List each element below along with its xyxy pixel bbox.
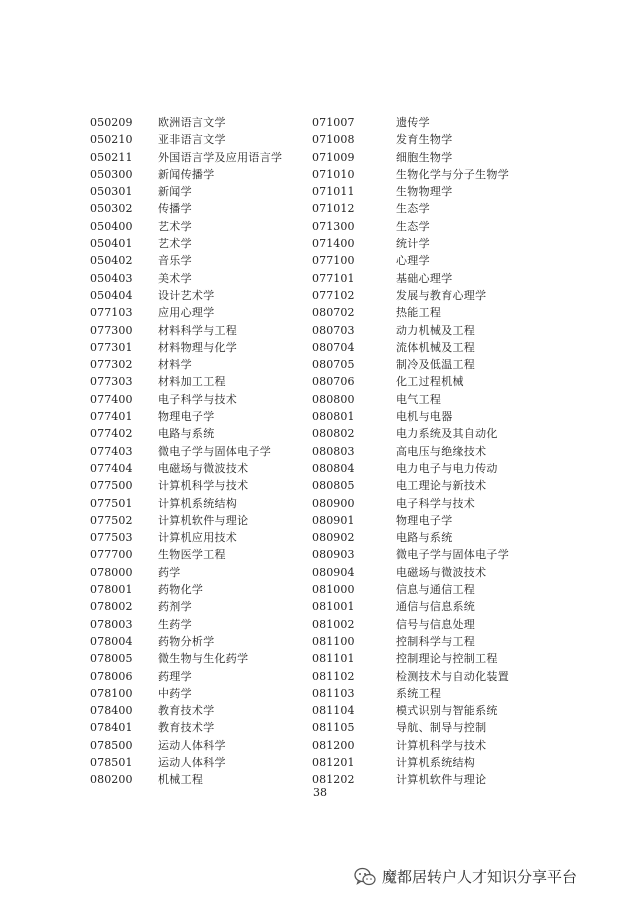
discipline-code: 081104 (312, 704, 355, 718)
table-row (90, 131, 282, 148)
discipline-code: 080900 (312, 496, 355, 510)
discipline-name: 系统工程 (396, 686, 442, 700)
table-row (312, 754, 509, 771)
table-row (312, 270, 509, 287)
table-row (90, 685, 282, 702)
discipline-code: 050400 (90, 219, 133, 233)
discipline-name: 动力机械及工程 (396, 323, 476, 337)
discipline-code: 080901 (312, 513, 355, 527)
discipline-code: 050404 (90, 288, 133, 302)
discipline-code: 077101 (312, 271, 355, 285)
discipline-code: 077500 (90, 479, 133, 493)
discipline-name: 电磁场与微波技术 (158, 461, 249, 475)
discipline-name: 材料加工工程 (158, 375, 226, 389)
discipline-name: 中药学 (158, 686, 192, 700)
discipline-code: 081101 (312, 652, 355, 666)
discipline-code: 077402 (90, 427, 133, 441)
discipline-name: 化工过程机械 (396, 375, 464, 389)
discipline-name: 心理学 (396, 254, 430, 268)
table-row (90, 581, 282, 598)
table-row (90, 616, 282, 633)
discipline-name: 运动人体科学 (158, 755, 226, 769)
discipline-code: 071007 (312, 116, 355, 129)
discipline-name: 计算机系统结构 (396, 755, 476, 769)
discipline-name: 微生物与生化药学 (158, 652, 249, 666)
wechat-icon (354, 867, 376, 887)
table-row (312, 339, 509, 356)
discipline-code: 077302 (90, 358, 133, 372)
table-row (90, 166, 282, 183)
discipline-name: 电子科学与技术 (158, 392, 238, 406)
discipline-name: 生物物理学 (396, 185, 453, 199)
table-row (90, 287, 282, 304)
discipline-name: 电子科学与技术 (396, 496, 476, 510)
discipline-name: 发展与教育心理学 (396, 288, 487, 302)
discipline-name: 信息与通信工程 (396, 583, 476, 597)
discipline-name: 制冷及低温工程 (396, 358, 476, 372)
discipline-code: 078004 (90, 634, 133, 648)
table-row (90, 529, 282, 546)
discipline-name: 外国语言学及应用语言学 (158, 150, 283, 164)
table-row (90, 391, 282, 408)
watermark-text: 魔都居转户人才知识分享平台 (382, 868, 578, 886)
discipline-code: 080800 (312, 392, 355, 406)
discipline-name: 导航、制导与控制 (396, 721, 487, 735)
table-row (90, 149, 282, 166)
table-row (312, 149, 509, 166)
table-row (90, 737, 282, 754)
discipline-code: 081102 (312, 669, 355, 683)
discipline-name: 微电子学与固体电子学 (158, 444, 271, 458)
discipline-name: 发育生物学 (396, 133, 453, 147)
discipline-code: 077401 (90, 410, 133, 424)
table-row (312, 685, 509, 702)
table-row (312, 495, 509, 512)
table-row (312, 616, 509, 633)
discipline-code: 071010 (312, 167, 355, 181)
discipline-name: 微电子学与固体电子学 (396, 548, 509, 562)
discipline-name: 材料物理与化学 (158, 340, 238, 354)
table-row (312, 252, 509, 269)
discipline-name: 计算机系统结构 (158, 496, 238, 510)
discipline-name: 药理学 (158, 669, 192, 683)
discipline-code: 071011 (312, 185, 355, 199)
discipline-code: 080804 (312, 461, 355, 475)
table-row (90, 564, 282, 581)
discipline-code: 050402 (90, 254, 133, 268)
discipline-code: 081100 (312, 634, 355, 648)
discipline-name: 通信与信息系统 (396, 600, 476, 614)
right-column (312, 114, 509, 789)
discipline-code: 081002 (312, 617, 355, 631)
discipline-code: 080200 (90, 773, 133, 787)
table-row (312, 408, 509, 425)
discipline-code: 081103 (312, 686, 355, 700)
table-row (312, 131, 509, 148)
table-row (312, 598, 509, 615)
table-row (90, 252, 282, 269)
table-row (90, 443, 282, 460)
table-row (90, 270, 282, 287)
discipline-code: 077300 (90, 323, 133, 337)
discipline-code: 078006 (90, 669, 133, 683)
discipline-name: 艺术学 (158, 219, 192, 233)
discipline-code: 077503 (90, 531, 133, 545)
discipline-name: 细胞生物学 (396, 150, 453, 164)
table-row (312, 166, 509, 183)
table-row (312, 322, 509, 339)
discipline-code: 071008 (312, 133, 355, 147)
discipline-code: 080903 (312, 548, 355, 562)
table-row (312, 529, 509, 546)
table-row (312, 668, 509, 685)
discipline-code: 081201 (312, 755, 355, 769)
discipline-code: 077103 (90, 306, 133, 320)
discipline-code: 081001 (312, 600, 355, 614)
table-row (90, 218, 282, 235)
table-row (90, 598, 282, 615)
discipline-code: 080803 (312, 444, 355, 458)
page-number: 38 (313, 786, 327, 799)
discipline-code: 050209 (90, 116, 133, 129)
discipline-code: 050302 (90, 202, 133, 216)
discipline-name: 运动人体科学 (158, 738, 226, 752)
discipline-name: 电机与电器 (396, 410, 453, 424)
table-row (312, 719, 509, 736)
discipline-name: 新闻学 (158, 185, 192, 199)
table-row (312, 235, 509, 252)
discipline-code: 078002 (90, 600, 133, 614)
table-row (312, 702, 509, 719)
table-row (312, 287, 509, 304)
discipline-code: 078001 (90, 583, 133, 597)
discipline-name: 电路与系统 (396, 531, 453, 545)
table-row (90, 702, 282, 719)
discipline-code: 077102 (312, 288, 355, 302)
discipline-name: 药物化学 (158, 583, 204, 597)
discipline-name: 信号与信息处理 (396, 617, 476, 631)
table-row (312, 650, 509, 667)
discipline-code: 080703 (312, 323, 355, 337)
discipline-name: 计算机软件与理论 (158, 513, 249, 527)
table-row (312, 183, 509, 200)
discipline-code: 081202 (312, 773, 355, 787)
discipline-code: 071300 (312, 219, 355, 233)
discipline-name: 教育技术学 (158, 704, 215, 718)
discipline-code: 080702 (312, 306, 355, 320)
discipline-code: 077502 (90, 513, 133, 527)
discipline-code: 080902 (312, 531, 355, 545)
table-row (90, 495, 282, 512)
table-row (90, 322, 282, 339)
table-row (312, 304, 509, 321)
table-row (312, 737, 509, 754)
discipline-code: 077403 (90, 444, 133, 458)
discipline-code: 077303 (90, 375, 133, 389)
discipline-code: 078100 (90, 686, 133, 700)
discipline-name: 教育技术学 (158, 721, 215, 735)
discipline-code: 050301 (90, 185, 133, 199)
table-row (312, 391, 509, 408)
discipline-name: 音乐学 (158, 254, 192, 268)
discipline-code: 081200 (312, 738, 355, 752)
discipline-code: 078400 (90, 704, 133, 718)
discipline-name: 电气工程 (396, 392, 442, 406)
discipline-code: 050300 (90, 167, 133, 181)
table-row (90, 304, 282, 321)
discipline-name: 应用心理学 (158, 306, 215, 320)
table-row (90, 200, 282, 217)
discipline-name: 计算机科学与技术 (396, 738, 487, 752)
discipline-code: 050403 (90, 271, 133, 285)
discipline-name: 新闻传播学 (158, 167, 215, 181)
discipline-name: 流体机械及工程 (396, 340, 476, 354)
discipline-name: 基础心理学 (396, 271, 453, 285)
discipline-name: 高电压与绝缘技术 (396, 444, 487, 458)
discipline-name: 计算机软件与理论 (396, 773, 487, 787)
table-row (312, 425, 509, 442)
discipline-code: 071012 (312, 202, 355, 216)
discipline-code: 078003 (90, 617, 133, 631)
table-row (90, 425, 282, 442)
table-row (90, 114, 282, 131)
table-row (90, 546, 282, 563)
left-column (90, 114, 282, 789)
discipline-code: 077301 (90, 340, 133, 354)
table-row (90, 754, 282, 771)
table-row (312, 477, 509, 494)
discipline-code: 077400 (90, 392, 133, 406)
discipline-code: 080705 (312, 358, 355, 372)
discipline-name: 生态学 (396, 202, 430, 216)
table-row (312, 564, 509, 581)
table-row (90, 512, 282, 529)
discipline-name: 艺术学 (158, 237, 192, 251)
discipline-code: 081105 (312, 721, 355, 735)
table-row (90, 633, 282, 650)
discipline-code: 078005 (90, 652, 133, 666)
discipline-name: 生物化学与分子生物学 (396, 167, 509, 181)
discipline-name: 机械工程 (158, 773, 204, 787)
discipline-code: 080801 (312, 410, 355, 424)
discipline-name: 电工理论与新技术 (396, 479, 487, 493)
discipline-name: 遗传学 (396, 116, 430, 129)
table-row (312, 200, 509, 217)
table-row (312, 114, 509, 131)
table-row (312, 633, 509, 650)
discipline-code: 050211 (90, 150, 133, 164)
discipline-code: 080706 (312, 375, 355, 389)
discipline-name: 材料科学与工程 (158, 323, 238, 337)
discipline-name: 检测技术与自动化装置 (396, 669, 509, 683)
discipline-name: 亚非语言文学 (158, 133, 226, 147)
discipline-code: 080805 (312, 479, 355, 493)
discipline-code: 077501 (90, 496, 133, 510)
discipline-code: 078500 (90, 738, 133, 752)
discipline-name: 计算机科学与技术 (158, 479, 249, 493)
table-row (90, 183, 282, 200)
table-row (312, 373, 509, 390)
table-row (312, 460, 509, 477)
discipline-code: 078000 (90, 565, 133, 579)
discipline-name: 控制科学与工程 (396, 634, 476, 648)
table-row (312, 356, 509, 373)
table-row (90, 719, 282, 736)
discipline-name: 热能工程 (396, 306, 442, 320)
table-row (312, 218, 509, 235)
discipline-code: 078501 (90, 755, 133, 769)
table-row (90, 408, 282, 425)
discipline-name: 物理电子学 (396, 513, 453, 527)
table-row (312, 546, 509, 563)
discipline-code: 078401 (90, 721, 133, 735)
discipline-code: 071400 (312, 237, 355, 251)
table-row (312, 512, 509, 529)
discipline-name: 设计艺术学 (158, 288, 215, 302)
discipline-name: 药学 (158, 565, 181, 579)
discipline-name: 物理电子学 (158, 410, 215, 424)
discipline-name: 材料学 (158, 358, 192, 372)
discipline-name: 美术学 (158, 271, 192, 285)
discipline-code: 077100 (312, 254, 355, 268)
table-row (90, 339, 282, 356)
watermark (354, 866, 577, 887)
discipline-code: 077700 (90, 548, 133, 562)
table-row (312, 581, 509, 598)
discipline-code: 080904 (312, 565, 355, 579)
discipline-code: 050210 (90, 133, 133, 147)
table-row (90, 650, 282, 667)
table-row (90, 460, 282, 477)
discipline-name: 药剂学 (158, 600, 192, 614)
discipline-name: 计算机应用技术 (158, 531, 238, 545)
table-row (90, 477, 282, 494)
discipline-code: 080704 (312, 340, 355, 354)
discipline-code: 080802 (312, 427, 355, 441)
discipline-code: 071009 (312, 150, 355, 164)
discipline-name: 电磁场与微波技术 (396, 565, 487, 579)
table-row (90, 356, 282, 373)
discipline-name: 欧洲语言文学 (158, 116, 226, 129)
discipline-code: 081000 (312, 583, 355, 597)
discipline-name: 生态学 (396, 219, 430, 233)
discipline-name: 生物医学工程 (158, 548, 226, 562)
table-row (90, 373, 282, 390)
table-row (312, 443, 509, 460)
discipline-name: 电力系统及其自动化 (396, 427, 498, 441)
table-row (90, 235, 282, 252)
discipline-name: 电路与系统 (158, 427, 215, 441)
discipline-name: 生药学 (158, 617, 192, 631)
discipline-code: 050401 (90, 237, 133, 251)
discipline-name: 传播学 (158, 202, 192, 216)
table-row (90, 668, 282, 685)
discipline-name: 控制理论与控制工程 (396, 652, 498, 666)
discipline-name: 药物分析学 (158, 634, 215, 648)
discipline-name: 统计学 (396, 237, 430, 251)
discipline-name: 模式识别与智能系统 (396, 704, 498, 718)
discipline-name: 电力电子与电力传动 (396, 461, 498, 475)
discipline-code: 077404 (90, 461, 133, 475)
